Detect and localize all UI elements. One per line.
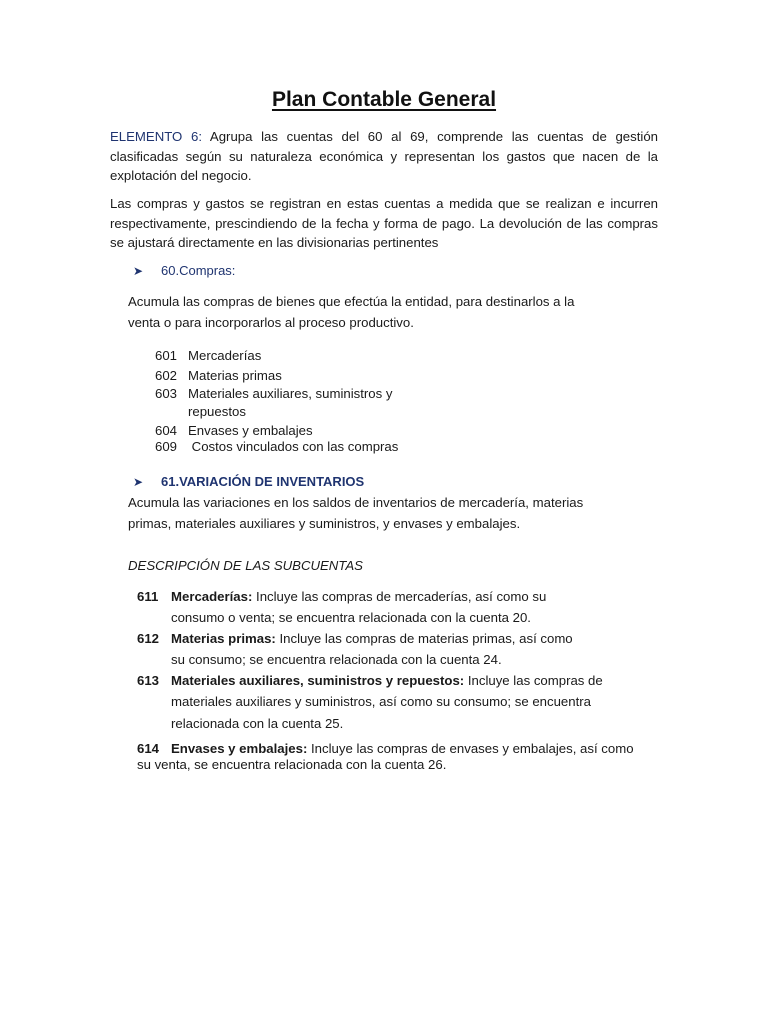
account-name <box>188 385 448 421</box>
subaccount-text-cont: su venta, se encuentra relacionada con la cuenta 26. <box>137 757 447 772</box>
account-row <box>155 438 448 456</box>
subaccount-term: Envases y embalajes: <box>171 741 308 756</box>
account-name: Mercaderías <box>188 348 262 363</box>
subaccount-text: Incluye las compras de mercaderías, así como su <box>252 589 547 604</box>
section-60-text-line2: venta o para incorporarlos al proceso productivo. <box>128 315 414 330</box>
section-60-text-line1: Acumula las compras de bienes que efectúa la entidad, para destinarlos a la <box>128 294 575 309</box>
account-code: 609 <box>155 439 178 454</box>
section-61-description <box>128 492 583 534</box>
subaccount-text: Incluye las compras de <box>464 673 603 688</box>
subaccount-code: 612 <box>137 631 160 646</box>
section-60-description <box>128 291 574 333</box>
section-61-text-line1: Acumula las variaciones en los saldos de inventarios de mercadería, materias <box>128 495 584 510</box>
subaccount-text-cont: su consumo; se encuentra relacionada con la cuenta 24. <box>171 652 502 667</box>
account-code: 602 <box>155 368 178 383</box>
arrowhead-bullet-icon: ➤ <box>133 263 144 278</box>
subaccounts-heading: DESCRIPCIÓN DE LAS SUBCUENTAS <box>128 558 363 573</box>
subaccount-term: Materias primas: <box>171 631 276 646</box>
account-code: 603 <box>155 386 178 401</box>
subaccount-text: Incluye las compras de materias primas, así como <box>275 631 573 646</box>
subaccount-item <box>137 586 546 628</box>
subaccount-code: 611 <box>137 589 159 604</box>
account-row <box>155 347 448 365</box>
subaccount-item <box>137 670 603 735</box>
subaccount-text-cont: consumo o venta; se encuentra relacionada con la cuenta 20. <box>171 610 531 625</box>
subaccount-text-cont: materiales auxiliares y suministros, así como su consumo; se encuentra <box>171 694 591 709</box>
account-row <box>155 367 448 385</box>
account-code: 604 <box>155 423 178 438</box>
subaccount-code: 614 <box>137 741 160 756</box>
section-61-heading <box>133 474 364 489</box>
subaccount-term: Materiales auxiliares, suministros y repuestos: <box>171 673 465 688</box>
element-label: ELEMENTO 6: <box>110 129 202 144</box>
account-name-line2: repuestos <box>188 404 246 419</box>
section-61-title: 61.VARIACIÓN DE INVENTARIOS <box>161 474 365 489</box>
subaccount-text-cont: relacionada con la cuenta 25. <box>171 716 344 731</box>
intro-text: Agrupa las cuentas del 60 al 69, comprende las cuentas de gestión clasificadas según su naturaleza económica y representan los gastos que nacen de la explotación del negocio. <box>110 129 659 183</box>
paragraph-compras-gastos: Las compras y gastos se registran en estas cuentas a medida que se realizan e incurren respectivamente, prescindiendo de la fecha y forma de pago. La devolución de las compras se ajustará directamente en las divisionarias pertinentes <box>110 196 658 250</box>
subaccount-code: 613 <box>137 673 160 688</box>
account-row <box>155 385 448 421</box>
intro-paragraph <box>110 127 658 186</box>
section-60-title: 60.Compras: <box>161 263 236 278</box>
account-name-line1: Materiales auxiliares, suministros y <box>188 386 393 401</box>
subaccount-item <box>137 741 634 773</box>
account-name: Materias primas <box>188 368 282 383</box>
account-name: Costos vinculados con las compras <box>188 439 399 454</box>
subaccount-item <box>137 628 573 670</box>
page-title: Plan Contable General <box>271 88 497 111</box>
arrowhead-bullet-icon: ➤ <box>133 474 144 489</box>
section-61-text-line2: primas, materiales auxiliares y suministros, y envases y embalajes. <box>128 516 521 531</box>
subaccount-term: Mercaderías: <box>171 589 253 604</box>
subaccount-text: Incluye las compras de envases y embalajes, así como <box>307 741 634 756</box>
account-code: 601 <box>155 348 178 363</box>
account-name: Envases y embalajes <box>188 423 313 438</box>
section-60-heading <box>133 263 235 278</box>
